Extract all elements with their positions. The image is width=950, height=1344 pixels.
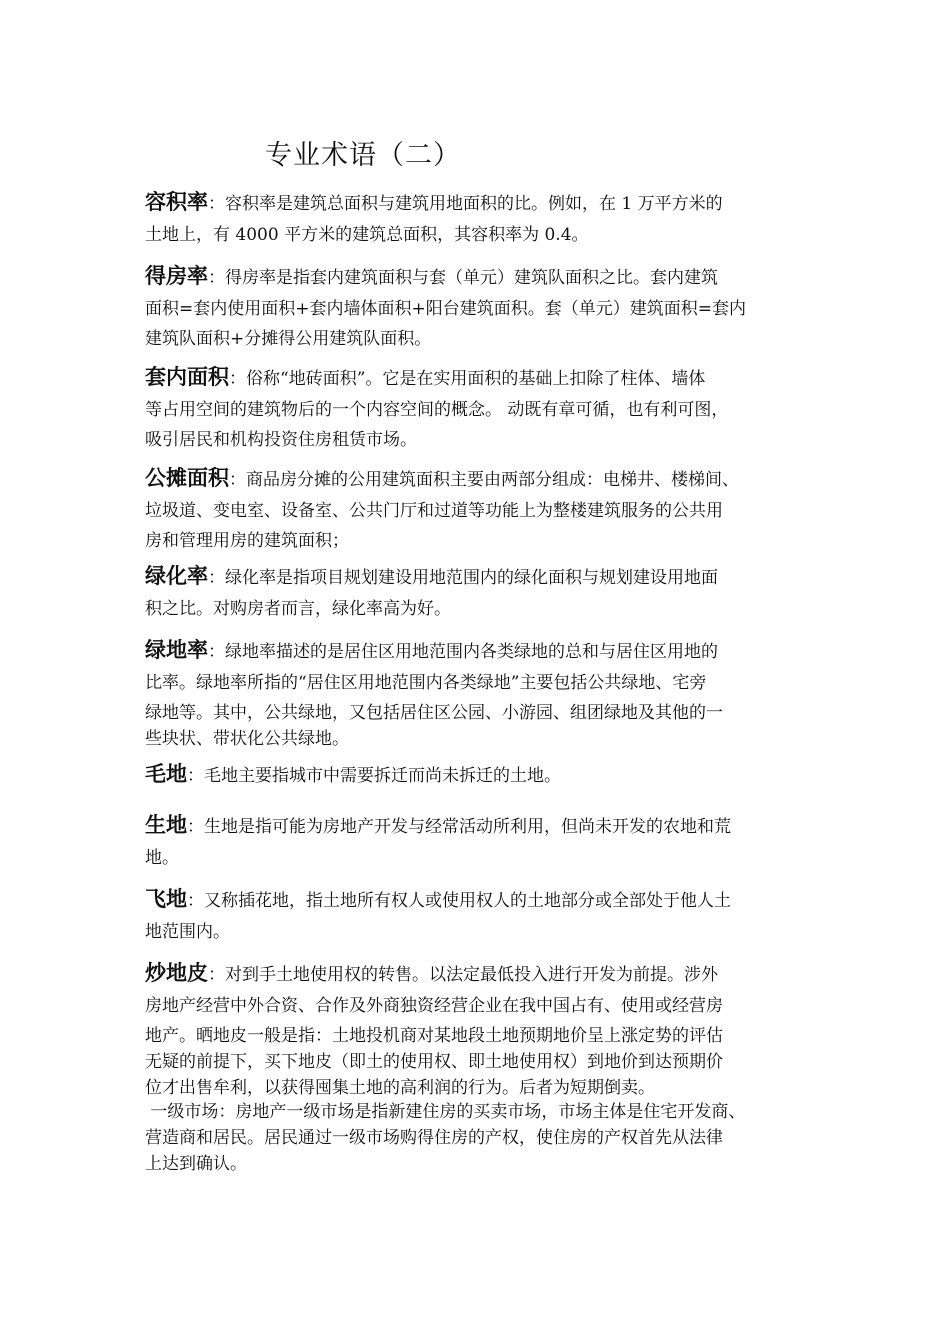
definition-line: 地产。晒地皮一般是指：土地投机商对某地段土地预期地价呈上涨定势的评估 <box>145 1026 723 1046</box>
paragraph-line: 一级市场：房地产一级市场是指新建住房的买卖市场，市场主体是住宅开发商、 <box>145 1102 746 1122</box>
entry-shared-area: 公摊面积：商品房分摊的公用建筑面积主要由两部分组成：电梯井、楼梯间、 垃圾道、变电室、设备室、公共门厅和过道等功能上为整楼建筑服务的公共用 房和管理用房的建筑面积； <box>145 461 820 554</box>
definition-line: 房地产经营中外合资、合作及外商独资经营企业在我中国占有、使用或经营房 <box>145 996 723 1016</box>
definition-line: 建筑队面积+分摊得公用建筑队面积。 <box>145 329 432 349</box>
definition-line: 面积=套内使用面积+套内墙体面积+阳台建筑面积。套（单元）建筑面积=套内 <box>145 299 746 319</box>
definition-line: 对到手土地使用权的转售。以法定最低投入进行开发为前提。涉外 <box>225 965 718 985</box>
definition-line: 位才出售牟利，以获得囤集土地的高利润的行为。后者为短期倒卖。 <box>145 1078 655 1098</box>
definition-line: 绿地率描述的是居住区用地范围内各类绿地的总和与居住区用地的 <box>225 642 718 662</box>
definition-line: 等占用空间的建筑物后的一个内容空间的概念。 动既有章可循，也有利可图， <box>145 400 729 420</box>
paragraph-line: 营造商和居民。居民通过一级市场购得住房的产权，使住房的产权首先从法律 <box>145 1128 723 1148</box>
entry-undeveloped-land: 生地：生地是指可能为房地产开发与经常活动所利用，但尚未开发的农地和荒 地。 <box>145 808 820 875</box>
definition-line: 生地是指可能为房地产开发与经常活动所利用，但尚未开发的农地和荒 <box>204 817 731 837</box>
term: 绿化率 <box>145 564 208 588</box>
definition-line: 积之比。对购房者而言，绿化率高为好。 <box>145 599 451 619</box>
paragraph-line: 上达到确认。 <box>145 1154 247 1174</box>
definition-line: 无疑的前提下，买下地皮（即土的使用权、即土地使用权）到地价到达预期价 <box>145 1052 723 1072</box>
term: 炒地皮 <box>145 961 208 985</box>
definition-line: 房和管理用房的建筑面积； <box>145 531 349 551</box>
definition-line: 吸引居民和机构投资住房租赁市场。 <box>145 430 417 450</box>
definition-line: 些块状、带状化公共绿地。 <box>145 729 349 749</box>
term: 套内面积 <box>145 365 229 389</box>
term: 绿地率 <box>145 638 208 662</box>
definition-line: 比率。绿地率所指的“居住区用地范围内各类绿地”主要包括公共绿地、宅旁 <box>145 673 707 693</box>
definition-line: 土地上，有 4000 平方米的建筑总面积，其容积率为 0.4。 <box>145 225 589 245</box>
entry-usable-area-ratio: 得房率：得房率是指套内建筑面积与套（单元）建筑队面积之比。套内建筑 面积=套内使用面积+套内墙体面积+阳台建筑面积。套（单元）建筑面积=套内 建筑队面积+分摊得公用建筑队面积。 <box>145 259 820 352</box>
definition-line: 绿化率是指项目规划建设用地范围内的绿化面积与规划建设用地面 <box>225 568 718 588</box>
term: 得房率 <box>145 264 208 288</box>
entry-enclave-land: 飞地：又称插花地，指土地所有权人或使用权人的土地部分或全部处于他人土 地范围内。 <box>145 882 820 949</box>
definition-line: 容积率是建筑总面积与建筑用地面积的比。例如，在 1 万平方米的 <box>225 194 723 214</box>
term: 公摊面积 <box>145 466 229 490</box>
entry-greening-rate: 绿化率：绿化率是指项目规划建设用地范围内的绿化面积与规划建设用地面 积之比。对购房者而言，绿化率高为好。 <box>145 559 820 626</box>
entry-green-space-ratio: 绿地率：绿地率描述的是居住区用地范围内各类绿地的总和与居住区用地的 比率。绿地率所指的“居住区用地范围内各类绿地”主要包括公共绿地、宅旁 绿地等。其中，公共绿地，又包括居住区公园、小游园、组团绿地及其他的一 些块状、带状化公共绿地。 <box>145 633 820 752</box>
definition-line: 绿地等。其中，公共绿地，又包括居住区公园、小游园、组团绿地及其他的一 <box>145 703 723 723</box>
entry-land-speculation: 炒地皮：对到手土地使用权的转售。以法定最低投入进行开发为前提。涉外 房地产经营中外合资、合作及外商独资经营企业在我中国占有、使用或经营房 地产。晒地皮一般是指：土地投机商对某地段土地预期地价呈上涨定势的评估 无疑的前提下，买下地皮（即土的使用权、即土地使用权）到地价到达预期价 位才出售牟利，以获得囤集土地的高利润的行为。后者为短期倒卖。 <box>145 956 820 1101</box>
definition-line: 商品房分摊的公用建筑面积主要由两部分组成：电梯井、楼梯间、 <box>246 470 739 490</box>
definition-line: 垃圾道、变电室、设备室、公共门厅和过道等功能上为整楼建筑服务的公共用 <box>145 501 723 521</box>
term: 毛地 <box>145 762 187 786</box>
definition-line: 又称插花地，指土地所有权人或使用权人的土地部分或全部处于他人土 <box>204 891 731 911</box>
entry-unit-interior-area: 套内面积：俗称“地砖面积”。它是在实用面积的基础上扣除了柱体、墙体 等占用空间的建筑物后的一个内容空间的概念。 动既有章可循，也有利可图， 吸引居民和机构投资住房租赁市场。 <box>145 360 820 453</box>
definition-line: 俗称“地砖面积”。它是在实用面积的基础上扣除了柱体、墙体 <box>246 369 706 389</box>
definition-line: 地。 <box>145 848 179 868</box>
page-title: 专业术语（二） <box>265 140 461 171</box>
term: 生地 <box>145 813 187 837</box>
term: 飞地 <box>145 887 187 911</box>
definition-line: 得房率是指套内建筑面积与套（单元）建筑队面积之比。套内建筑 <box>225 268 718 288</box>
definition-line: 毛地主要指城市中需要拆迁而尚未拆迁的土地。 <box>204 766 561 786</box>
entry-plot-ratio: 容积率：容积率是建筑总面积与建筑用地面积的比。例如，在 1 万平方米的 土地上，有 4000 平方米的建筑总面积，其容积率为 0.4。 <box>145 185 820 252</box>
definition-line: 地范围内。 <box>145 922 230 942</box>
closing-paragraph <box>145 1099 820 1177</box>
term: 容积率 <box>145 190 208 214</box>
entry-raw-land: 毛地：毛地主要指城市中需要拆迁而尚未拆迁的土地。 <box>145 762 561 786</box>
